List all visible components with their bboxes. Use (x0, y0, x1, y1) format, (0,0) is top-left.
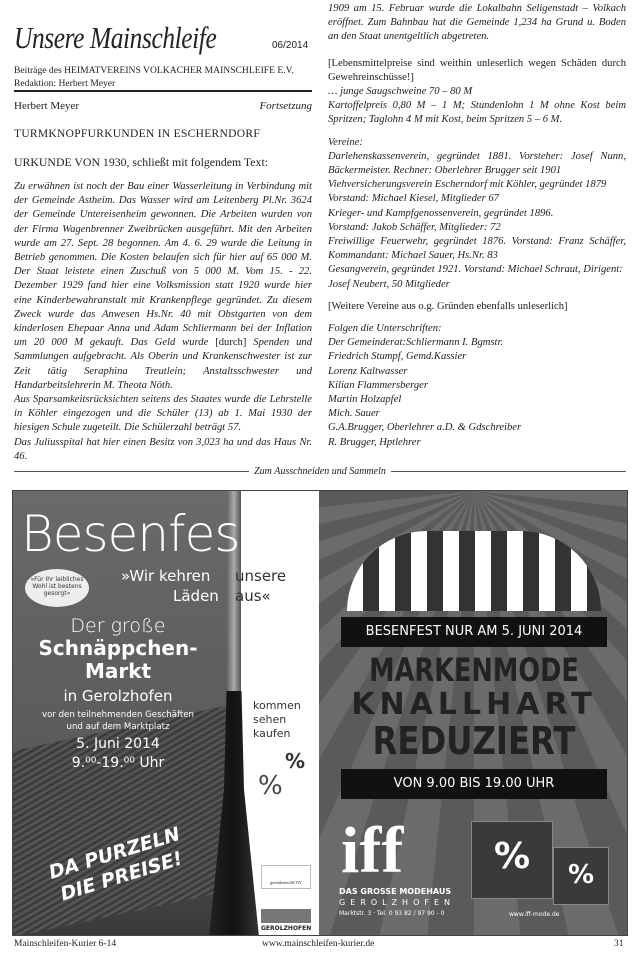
website: www.iff-mode.de (509, 911, 560, 918)
ad-date: 5. Juni 2014 (76, 736, 160, 752)
word: kaufen (253, 727, 291, 740)
association: Beiträge des HEIMATVEREINS VOLKACHER MAINSCHLEIFE E.V. (14, 65, 294, 76)
iff-logo: iff (341, 814, 404, 887)
signature: Mich. Sauer (328, 408, 380, 420)
author: Herbert Meyer (14, 100, 80, 112)
verein: Gesangverein, gegründet 1921. Vorstand: Michael Schraut, Dirigent: Josef Neubert, 50 Mitglieder (328, 264, 623, 290)
signature: Der Gemeinderat:Schliermann I. Bgmstr. (328, 337, 504, 349)
advertisement (12, 490, 628, 936)
paragraph: 1909 am 15. Februar wurde die Lokalbahn Seligenstadt – Volkach eröffnet. Zum Bahnbau hat die Gemeinde 1,234 ha Grund u. Boden an den Staat unentgeltlich abgetreten. (328, 3, 626, 43)
verein: Viehversicherungsverein Escherndorf mit Köhler, gegründet 1879 (328, 179, 607, 191)
text: Zu erwähnen ist noch der Bau einer Wasserleitung in Verbindung mit der Gemeinde Astheim. Das Wasser wird am Leitenberg Pl.Nr. 3624 der Gemeinde Untereisenheim gewonnen. Die Arbeiten wurden von der Firma Wagenbrenner Zweibrücken ausgeführt. Mit den Arbeiten wurde am 27. Sept. 28 begonnen. Am 4. 6. 29 wurde die Leitung in Betrieb genommen. Die Kosten belaufen sich für hier auf 65 000 M. Der Staat leistete einen Zuschuß von 5 000 M. Vom 15. - 22. Dezember 1929 fand hier eine Volksmission statt 1920 wurde hier eine Kinderbewahranstalt mit Krankenpflege gegründet. Zu diesem Zweck wurde das Anwesen Hs.Nr. 40 mit Obstgarten von dem kinderlosen Ehepaar Anna und Adam Schliermann bei der Inflation um 20 000 M gekauft. Das Geld wurde (14, 181, 312, 349)
gerolzhofen-logo: GEROLZHOFEN (261, 909, 311, 932)
slogan: Läden (173, 587, 219, 605)
paragraph: Das Juliusspital hat hier einen Besitz von 3,023 ha und das Haus Nr. 46. (14, 436, 312, 462)
intro-rest: schließt mit folgendem Text: (129, 155, 268, 169)
signatures-label: Folgen die Unterschriften: (328, 323, 442, 335)
ad-date-bar: BESENFEST NUR AM 5. JUNI 2014 (341, 617, 607, 647)
paragraph: Aus Sparsamkeitsrücksichten seitens des Staates wurde die Lehrstelle in Köhler eingezogen und die Schüler (13) ab 1. Mai 1930 der hiesigen Schule zugeteilt. Die Schülerzahl beträgt 57. (14, 394, 312, 434)
ad-line: in Gerolzhofen (63, 687, 173, 705)
article-intro (14, 155, 268, 170)
percent-icon: % (258, 771, 283, 801)
ad-time-bar: VON 9.00 BIS 19.00 UHR (341, 769, 607, 799)
iff-ad (319, 491, 628, 936)
continued-label: Fortsetzung (259, 100, 312, 112)
side-words (253, 699, 301, 741)
ad-line: Markt (84, 659, 152, 683)
bubble: »Für Ihr leibliches Wohl ist bestens gesorgt« (25, 569, 89, 607)
signature: G.A.Brugger, Oberlehrer a.D. & Gdschreiber (328, 422, 522, 434)
verein: Krieger- und Kampfgenossenverein, gegründet 1896. (328, 207, 554, 219)
verein: Vorstand: Michael Kiesel, Mitglieder 67 (328, 193, 499, 205)
ad-line: und auf dem Marktplatz (66, 722, 170, 732)
ad-line: Der große (70, 615, 166, 637)
issue-number: 06/2014 (272, 40, 309, 51)
word: kommen (253, 699, 301, 712)
page-number: 31 (614, 939, 624, 949)
slogan: »Wir kehren (121, 567, 211, 585)
right-column (328, 2, 626, 450)
byline (14, 100, 312, 112)
editor: Redaktion: Herbert Meyer (14, 78, 116, 89)
price: … junge Saugschweine 70 – 80 M (328, 86, 473, 98)
verein: Darlehenskassenverein, gegründet 1881. Vorsteher: Josef Nunn, Bäckermeister. Rechner: Oberlehrer Brugger seit 1901 (328, 150, 626, 177)
vereine-label: Vereine: (328, 136, 363, 148)
ad-time: 9.⁰⁰-19.⁰⁰ Uhr (71, 755, 165, 771)
divider-label: Zum Ausschneiden und Sammeln (254, 466, 386, 477)
footer-website[interactable]: www.mainschleifen-kurier.de (262, 939, 375, 949)
slogan: unsere (235, 567, 287, 585)
page-title: Unsere Mainschleife (14, 20, 217, 55)
word: sehen (253, 713, 287, 726)
ad-line: Schnäppchen- (38, 636, 198, 660)
text: [durch] (215, 337, 247, 349)
percent-icon: % (493, 836, 531, 877)
signature: Lorenz Kaltwasser (328, 365, 408, 377)
logo-city: GEROLZHOFEN (339, 898, 455, 907)
signature: R. Brugger, Hptlehrer (328, 436, 421, 448)
ad-headline: MARKENMODE (369, 651, 579, 689)
logo-subtitle: DAS GROSSE MODEHAUS (339, 887, 452, 896)
verein: Vorstand: Jakob Schäffer, Mitglieder: 72 (328, 221, 501, 233)
ad-headline: REDUZIERT (372, 719, 576, 763)
tent-image (347, 531, 601, 611)
percent-icon: % (285, 749, 306, 773)
shopping-bag-icon (471, 821, 553, 899)
price: Kartoffelpreis 0,80 M – 1 M; Stundenlohn 1 M ohne Kost beim Spritzen; Taglohn 4 M mit Kost, beim Spritzen 5 – 6 M. (328, 100, 626, 126)
left-column (14, 180, 312, 464)
text: Spenden und Sammlungen aufgebracht. Als Oberin und Krankenschwester ist zur Zeit tätig Seraphina Treutlein; Anstaltsschwester und Handarbeitslehrerin M. Theota Nöth. (14, 337, 313, 391)
article-heading: TURMKNOPFURKUNDEN IN ESCHERNDORF (14, 128, 261, 140)
address: Marktstr. 3 · Tel. 0 93 82 / 97 90 - 0 (339, 910, 445, 917)
shopping-bag-icon (553, 847, 609, 905)
ad-line: vor den teilnehmenden Geschäften (41, 710, 194, 720)
percent-icon: % (567, 860, 595, 890)
besenfest-title: Besenfest (21, 505, 259, 563)
gerolzhofen-aktiv-logo: gerolzhofenAKTIV (261, 865, 311, 889)
ad-headline: KNALLHART (351, 687, 597, 722)
signature: Friedrich Stumpf, Gemd.Kassier (328, 351, 467, 363)
cut-divider (14, 466, 626, 477)
subtitle (14, 64, 294, 90)
paragraph (14, 180, 312, 393)
header-rule (14, 90, 312, 92)
footer-publication: Mainschleifen-Kurier 6-14 (14, 939, 117, 949)
slogan: aus« (235, 587, 271, 605)
signature: Martin Holzapfel (328, 394, 402, 406)
note: [Weitere Vereine aus o.g. Gründen ebenfalls unleserlich] (328, 300, 568, 312)
signature: Kilian Flammersberger (328, 379, 428, 391)
intro-caps: URKUNDE VON 1930, (14, 155, 130, 169)
ad-banner: DA PURZELN DIE PREISE! (46, 823, 186, 906)
verein: Freiwillige Feuerwehr, gegründet 1876. Vorstand: Franz Schäffer, Kommandant: Michael Sauer, Hs.Nr. 83 (328, 236, 626, 262)
note: [Lebensmittelpreise sind weithin unleserlich wegen Schäden durch Gewehreinschüsse!] (328, 57, 626, 83)
